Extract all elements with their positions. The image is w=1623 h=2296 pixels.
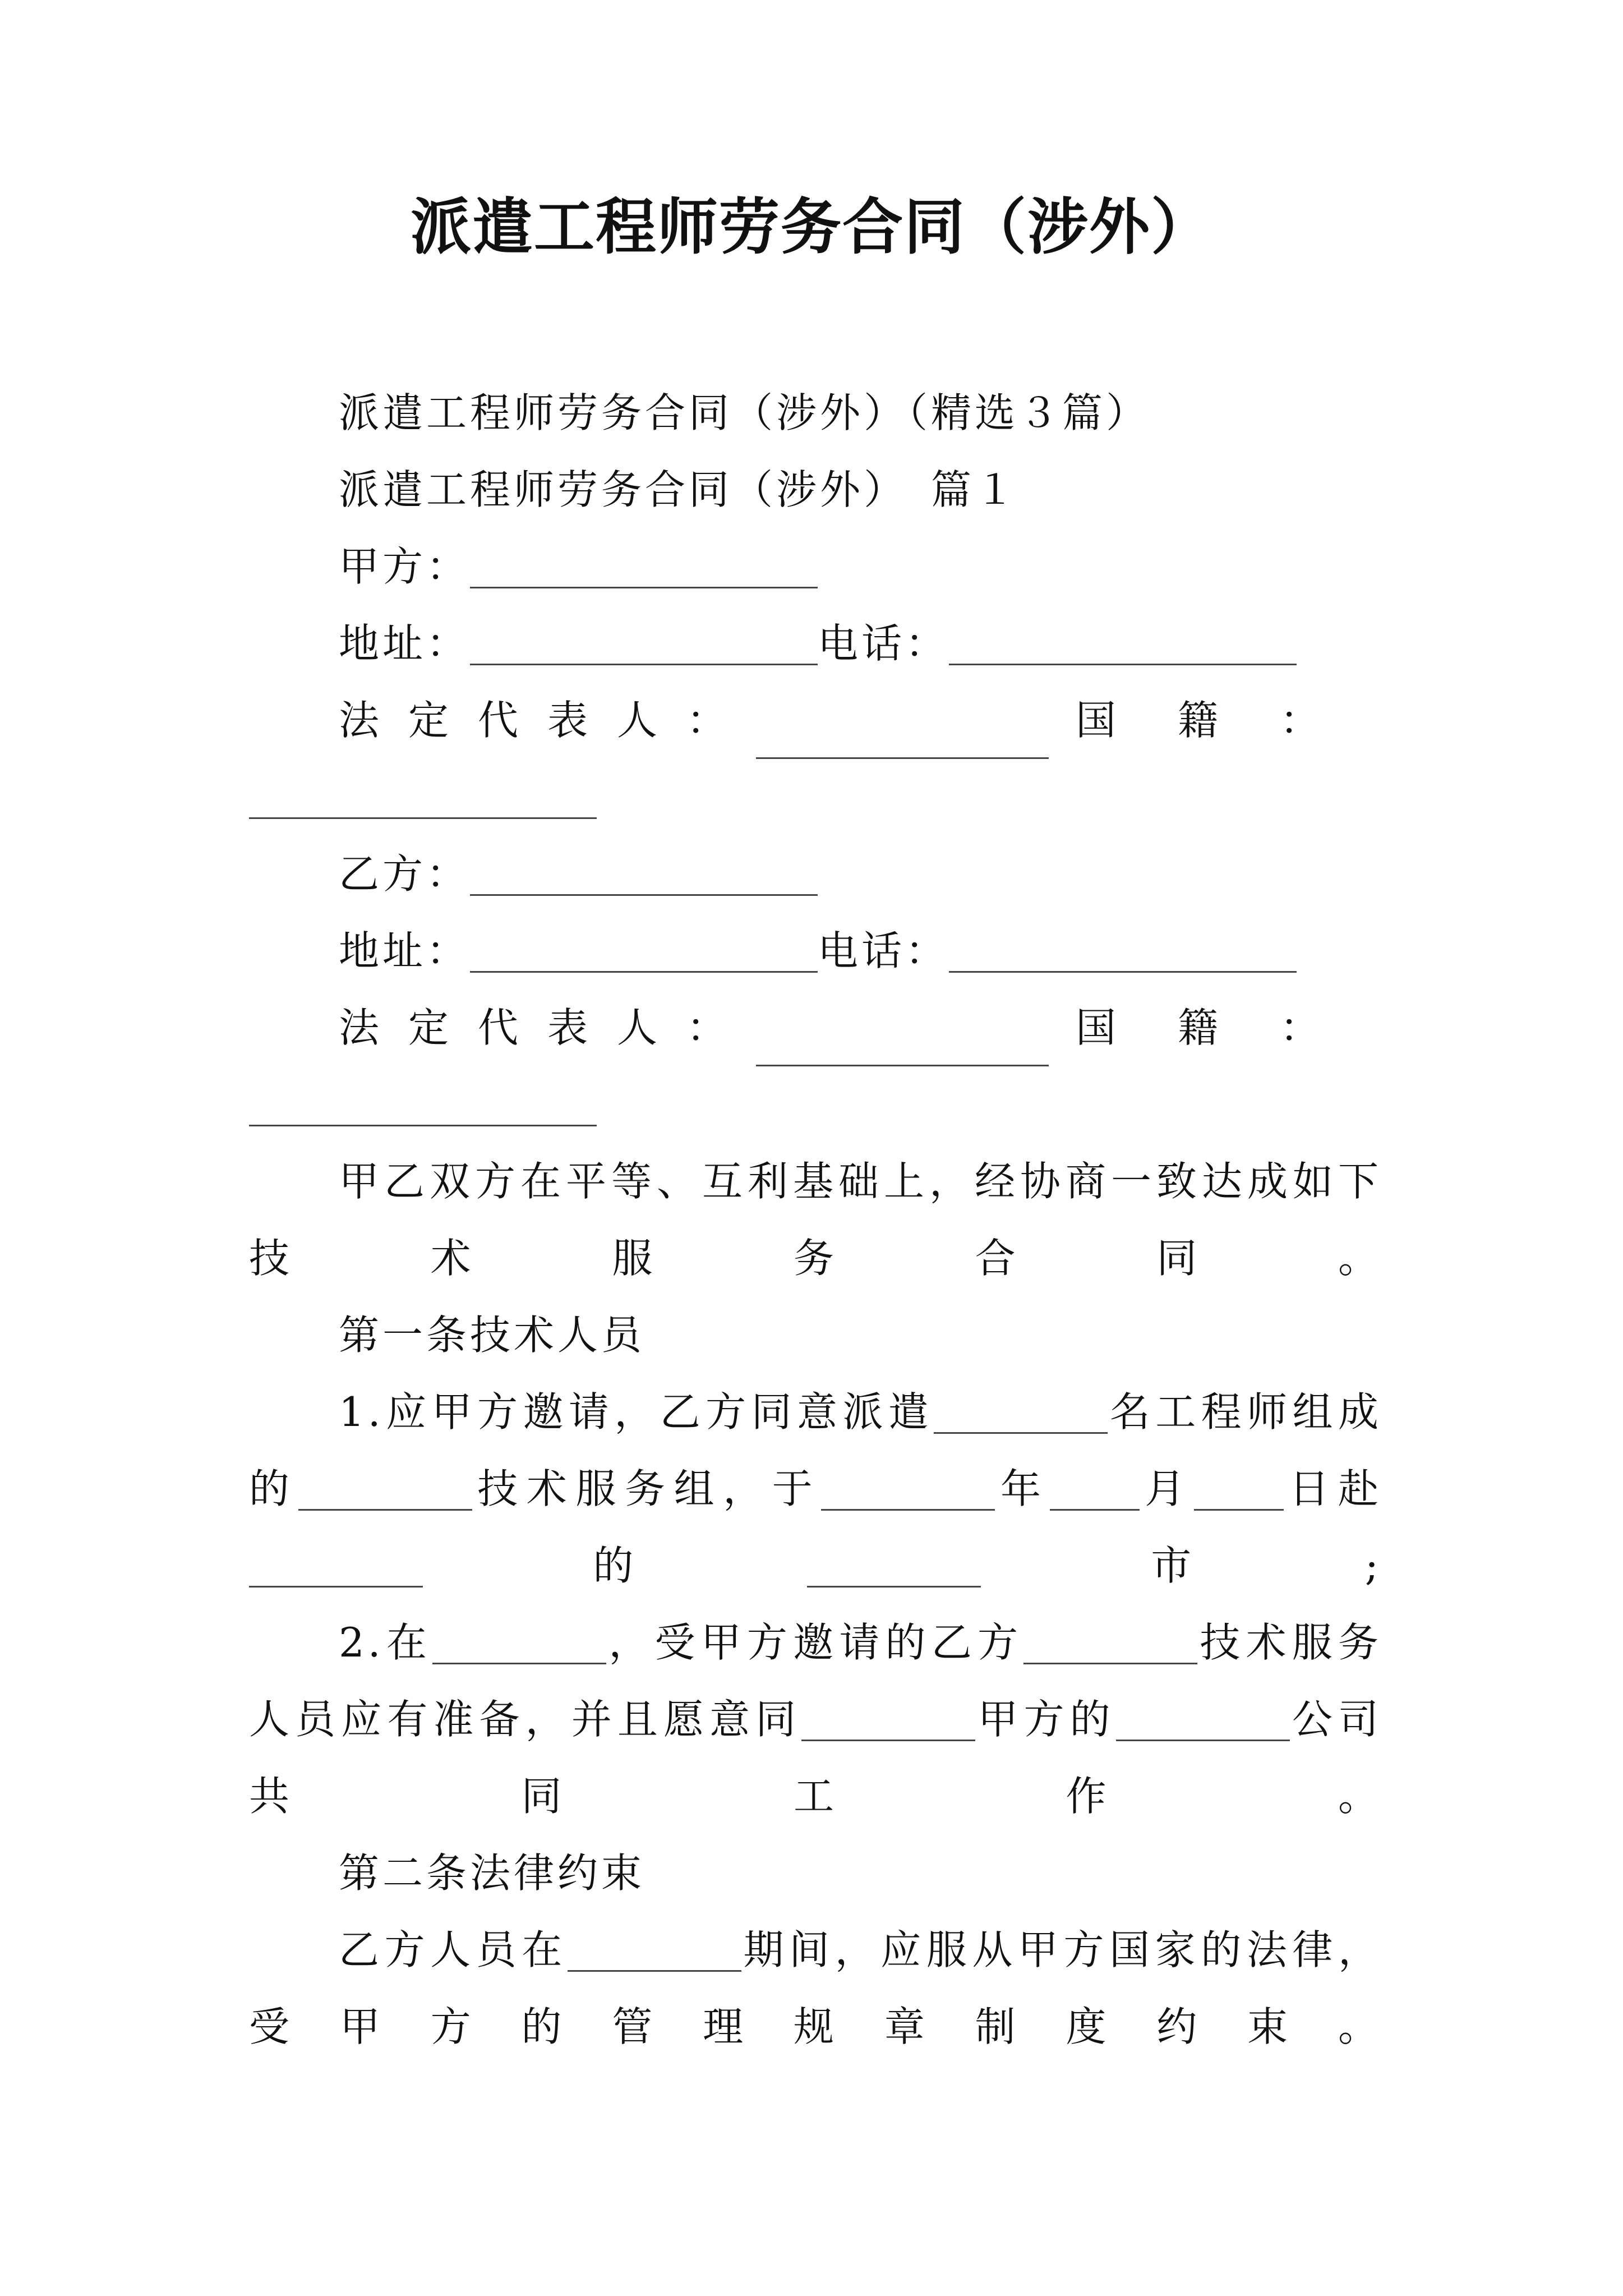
article-1-item-1 xyxy=(249,1374,1382,1604)
party-a-address-line xyxy=(249,605,1382,682)
item-2-text-e: 公司共同工作。 xyxy=(249,1696,1382,1820)
item-2-text-b: ，受甲方邀请的乙方 xyxy=(606,1619,1024,1666)
item-1-text-f: 日赴 xyxy=(1283,1465,1382,1512)
section-heading: 派遣工程师劳务合同（涉外） 篇１ xyxy=(339,466,1019,513)
period-blank xyxy=(432,1622,606,1664)
party-b-nationality-label: 国籍： xyxy=(1075,1004,1382,1051)
cooperation-blank xyxy=(801,1699,975,1741)
article-2-paragraph xyxy=(249,1912,1382,2065)
document-title: 派遣工程师劳务合同（涉外） xyxy=(410,192,1212,263)
year-blank xyxy=(821,1469,995,1511)
item-1-text-b: 名工程师组成的 xyxy=(249,1388,1382,1512)
article-1-item-2 xyxy=(249,1604,1382,1835)
party-a-nationality-line xyxy=(249,759,1382,836)
party-b-address-line xyxy=(249,913,1382,990)
party-b-rep-blank xyxy=(756,1024,1049,1066)
party-a-blank xyxy=(470,546,818,588)
article-2-text-a: 乙方人员在 xyxy=(339,1926,568,1973)
article-2-text-b: 期间，应服从甲方国家的法律，受甲方的管理规章制度约束。 xyxy=(249,1926,1382,2050)
party-b-address-label: 地址： xyxy=(339,927,471,974)
party-a-nationality-blank xyxy=(249,777,597,819)
party-a-rep-blank xyxy=(756,717,1049,759)
party-b-nationality-line xyxy=(249,1066,1382,1143)
party-b-rep-label: 法定代表人： xyxy=(339,1004,757,1051)
day-blank xyxy=(1194,1469,1284,1511)
item-1-text-h: 市; xyxy=(980,1542,1382,1589)
article-2-heading: 第二条法律约束 xyxy=(339,1849,645,1897)
party-a-nationality-label: 国籍： xyxy=(1075,697,1382,744)
party-a-address-blank xyxy=(470,623,818,665)
party-b-address-blank xyxy=(470,931,818,973)
company-blank xyxy=(1116,1699,1290,1741)
item-2-text-a: 2.在 xyxy=(339,1619,433,1666)
subtitle: 派遣工程师劳务合同（涉外）（精选３篇） xyxy=(339,389,1150,436)
month-blank xyxy=(1050,1469,1140,1511)
party-b-phone-blank xyxy=(949,931,1297,973)
group-name-blank xyxy=(298,1469,472,1511)
item-2-text-d: 甲方的 xyxy=(975,1696,1116,1743)
engineer-count-blank xyxy=(934,1392,1108,1434)
party-a-rep-line xyxy=(249,682,1382,759)
item-1-text-c: 技术服务组，于 xyxy=(472,1465,822,1512)
article-1-heading: 第一条技术人员 xyxy=(339,1312,645,1359)
party-b-nationality-blank xyxy=(249,1084,597,1126)
party-b-label: 乙方： xyxy=(339,850,471,898)
party-a-line xyxy=(249,528,1382,605)
item-1-month-label: 月 xyxy=(1139,1465,1194,1512)
item-1-year-label: 年 xyxy=(995,1465,1050,1512)
country-blank xyxy=(249,1545,423,1588)
party-a-phone-label: 电话： xyxy=(818,620,949,667)
item-1-text-g: 的 xyxy=(423,1542,807,1589)
party-b-blank xyxy=(470,854,818,896)
item-2-text-c: 技术服务人员应有准备，并且愿意同 xyxy=(249,1619,1382,1743)
party-b-line xyxy=(249,836,1382,913)
staff-blank xyxy=(1023,1622,1197,1664)
city-blank xyxy=(807,1545,981,1588)
party-a-address-label: 地址： xyxy=(339,620,471,667)
document-body xyxy=(249,375,1382,2065)
item-1-text-a: 1.应甲方邀请，乙方同意派遣 xyxy=(339,1388,934,1435)
party-a-phone-blank xyxy=(949,623,1297,665)
intro-paragraph: 甲乙双方在平等、互利基础上，经协商一致达成如下技术服务合同。 xyxy=(249,1158,1382,1282)
party-a-rep-label: 法定代表人： xyxy=(339,697,757,744)
party-a-label: 甲方： xyxy=(339,543,471,590)
party-b-rep-line xyxy=(249,990,1382,1066)
party-b-phone-label: 电话： xyxy=(818,927,949,974)
service-period-blank xyxy=(568,1930,741,1972)
